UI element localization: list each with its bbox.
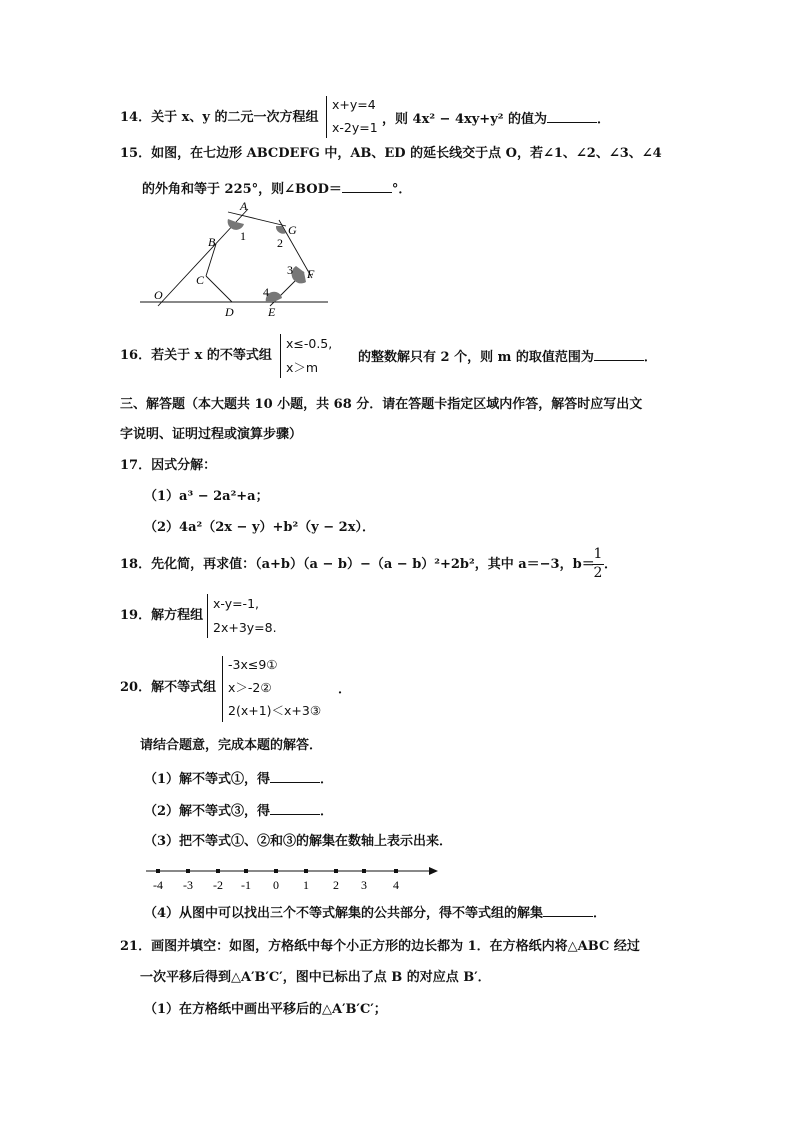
label-E: E [268, 305, 276, 319]
q14-eq1: x+y=4 [332, 97, 376, 112]
q20-step1: （1）解不等式①，得 ． [144, 772, 334, 787]
q16-prefix: 16．若关于 x 的不等式组 [120, 348, 272, 363]
q14-answer-blank[interactable] [547, 110, 597, 123]
tick-mark [394, 869, 398, 873]
q19-eq2: 2x+3y=8. [213, 620, 277, 635]
tick-mark [186, 869, 190, 873]
tick-label: 1 [303, 878, 309, 892]
heptagon-figure [136, 196, 336, 320]
tick-label: -2 [213, 878, 223, 892]
section3-line2: 字说明、证明过程或演算步骤） [120, 427, 303, 442]
label-A: A [240, 199, 248, 213]
q14-prefix: 14．关于 x、y 的二元一次方程组 [120, 110, 319, 125]
tick-mark [304, 869, 308, 873]
label-F: F [307, 267, 315, 281]
q21-line1: 21．画图并填空：如图，方格纸中每个小正方形的边长都为 1．在方格纸内将△ABC 经过 [120, 939, 640, 954]
label-G: G [288, 223, 297, 237]
tick-label: -3 [183, 878, 193, 892]
number-line [140, 860, 444, 894]
tick-mark [334, 869, 338, 873]
tick-label: 0 [273, 878, 279, 892]
q20-end: ． [338, 682, 352, 697]
q20-step3: （3）把不等式①、②和③的解集在数轴上表示出来． [144, 834, 453, 849]
tick-mark [362, 869, 366, 873]
section3-line1: 三、解答题（本大题共 10 小题，共 68 分．请在答题卡指定区域内作答，解答时应写出文 [120, 397, 643, 412]
tick-label: 3 [361, 878, 367, 892]
q15-line1: 15．如图，在七边形 ABCDEFG 中，AB、ED 的延长线交于点 O，若∠1、∠2、∠3、∠4 [120, 146, 662, 161]
q15-line2: 的外角和等于 225°，则∠BOD＝ °． [142, 182, 412, 197]
label-3: 3 [287, 263, 293, 277]
tick-label: -4 [153, 878, 163, 892]
label-B: B [208, 235, 216, 249]
q20-eq2: x＞-2② [228, 680, 272, 695]
label-C: C [196, 273, 205, 287]
q16-eq2: x＞m [286, 360, 319, 375]
q14-eq2: x-2y=1 [332, 120, 378, 135]
label-4: 4 [263, 285, 269, 299]
q20-brace [222, 656, 223, 722]
label-O: O [154, 288, 163, 302]
label-1: 1 [240, 229, 246, 243]
q20-eq3: 2(x+1)＜x+3③ [228, 703, 322, 718]
q15-answer-blank[interactable] [342, 180, 392, 193]
tick-mark [216, 869, 220, 873]
q17-part2: （2）4a²（2x − y）+b²（y − 2x）． [144, 520, 375, 535]
tick-mark [244, 869, 248, 873]
q19-eq1: x-y=-1, [213, 596, 259, 611]
tick-label: 4 [393, 878, 399, 892]
q20-step2: （2）解不等式③，得 ． [144, 804, 334, 819]
q16-suffix: 的整数解只有 2 个，则 m 的取值范围为 ． [358, 350, 657, 365]
q20-step2-blank[interactable] [270, 802, 320, 815]
q20-step4-blank[interactable] [543, 904, 593, 917]
q20-step1-blank[interactable] [270, 770, 320, 783]
q14-brace [326, 96, 327, 138]
number-line-arrow [429, 867, 438, 875]
tick-label: -1 [241, 878, 251, 892]
q16-brace [280, 334, 281, 378]
q20-step4: （4）从图中可以找出三个不等式解集的公共部分，得不等式组的解集 ． [144, 906, 607, 921]
q21-line2: 一次平移后得到△A′B′C′，图中已标出了点 B 的对应点 B′． [140, 970, 491, 985]
q16-eq1: x≤-0.5, [286, 336, 333, 351]
tick-mark [274, 869, 278, 873]
label-2: 2 [277, 236, 283, 250]
q20-prefix: 20．解不等式组 [120, 680, 217, 695]
q18-frac-den: 2 [593, 565, 603, 581]
q20-eq1: -3x≤9① [228, 657, 278, 672]
q19-prefix: 19．解方程组 [120, 608, 204, 623]
q20-intro: 请结合题意，完成本题的解答． [140, 738, 323, 753]
q21-part1: （1）在方格纸中画出平移后的△A′B′C′； [144, 1002, 387, 1017]
angle3-mark [292, 266, 306, 283]
q14-suffix: ，则 4x² − 4xy+y² 的值为 ． [382, 112, 610, 127]
q16-answer-blank[interactable] [594, 348, 644, 361]
tick-mark [156, 869, 160, 873]
q18-frac-num: 1 [593, 546, 603, 562]
q18-text: 18．先化简，再求值：（a+b）（a − b）−（a − b）²+2b²，其中 a＝−3，b＝ [120, 557, 595, 572]
q17-part1: （1）a³ − 2a²+a； [144, 489, 269, 504]
q19-brace [207, 594, 208, 638]
q17-title: 17．因式分解： [120, 458, 217, 473]
tick-label: 2 [333, 878, 339, 892]
label-D: D [225, 305, 234, 319]
q18-end: ． [604, 557, 618, 572]
